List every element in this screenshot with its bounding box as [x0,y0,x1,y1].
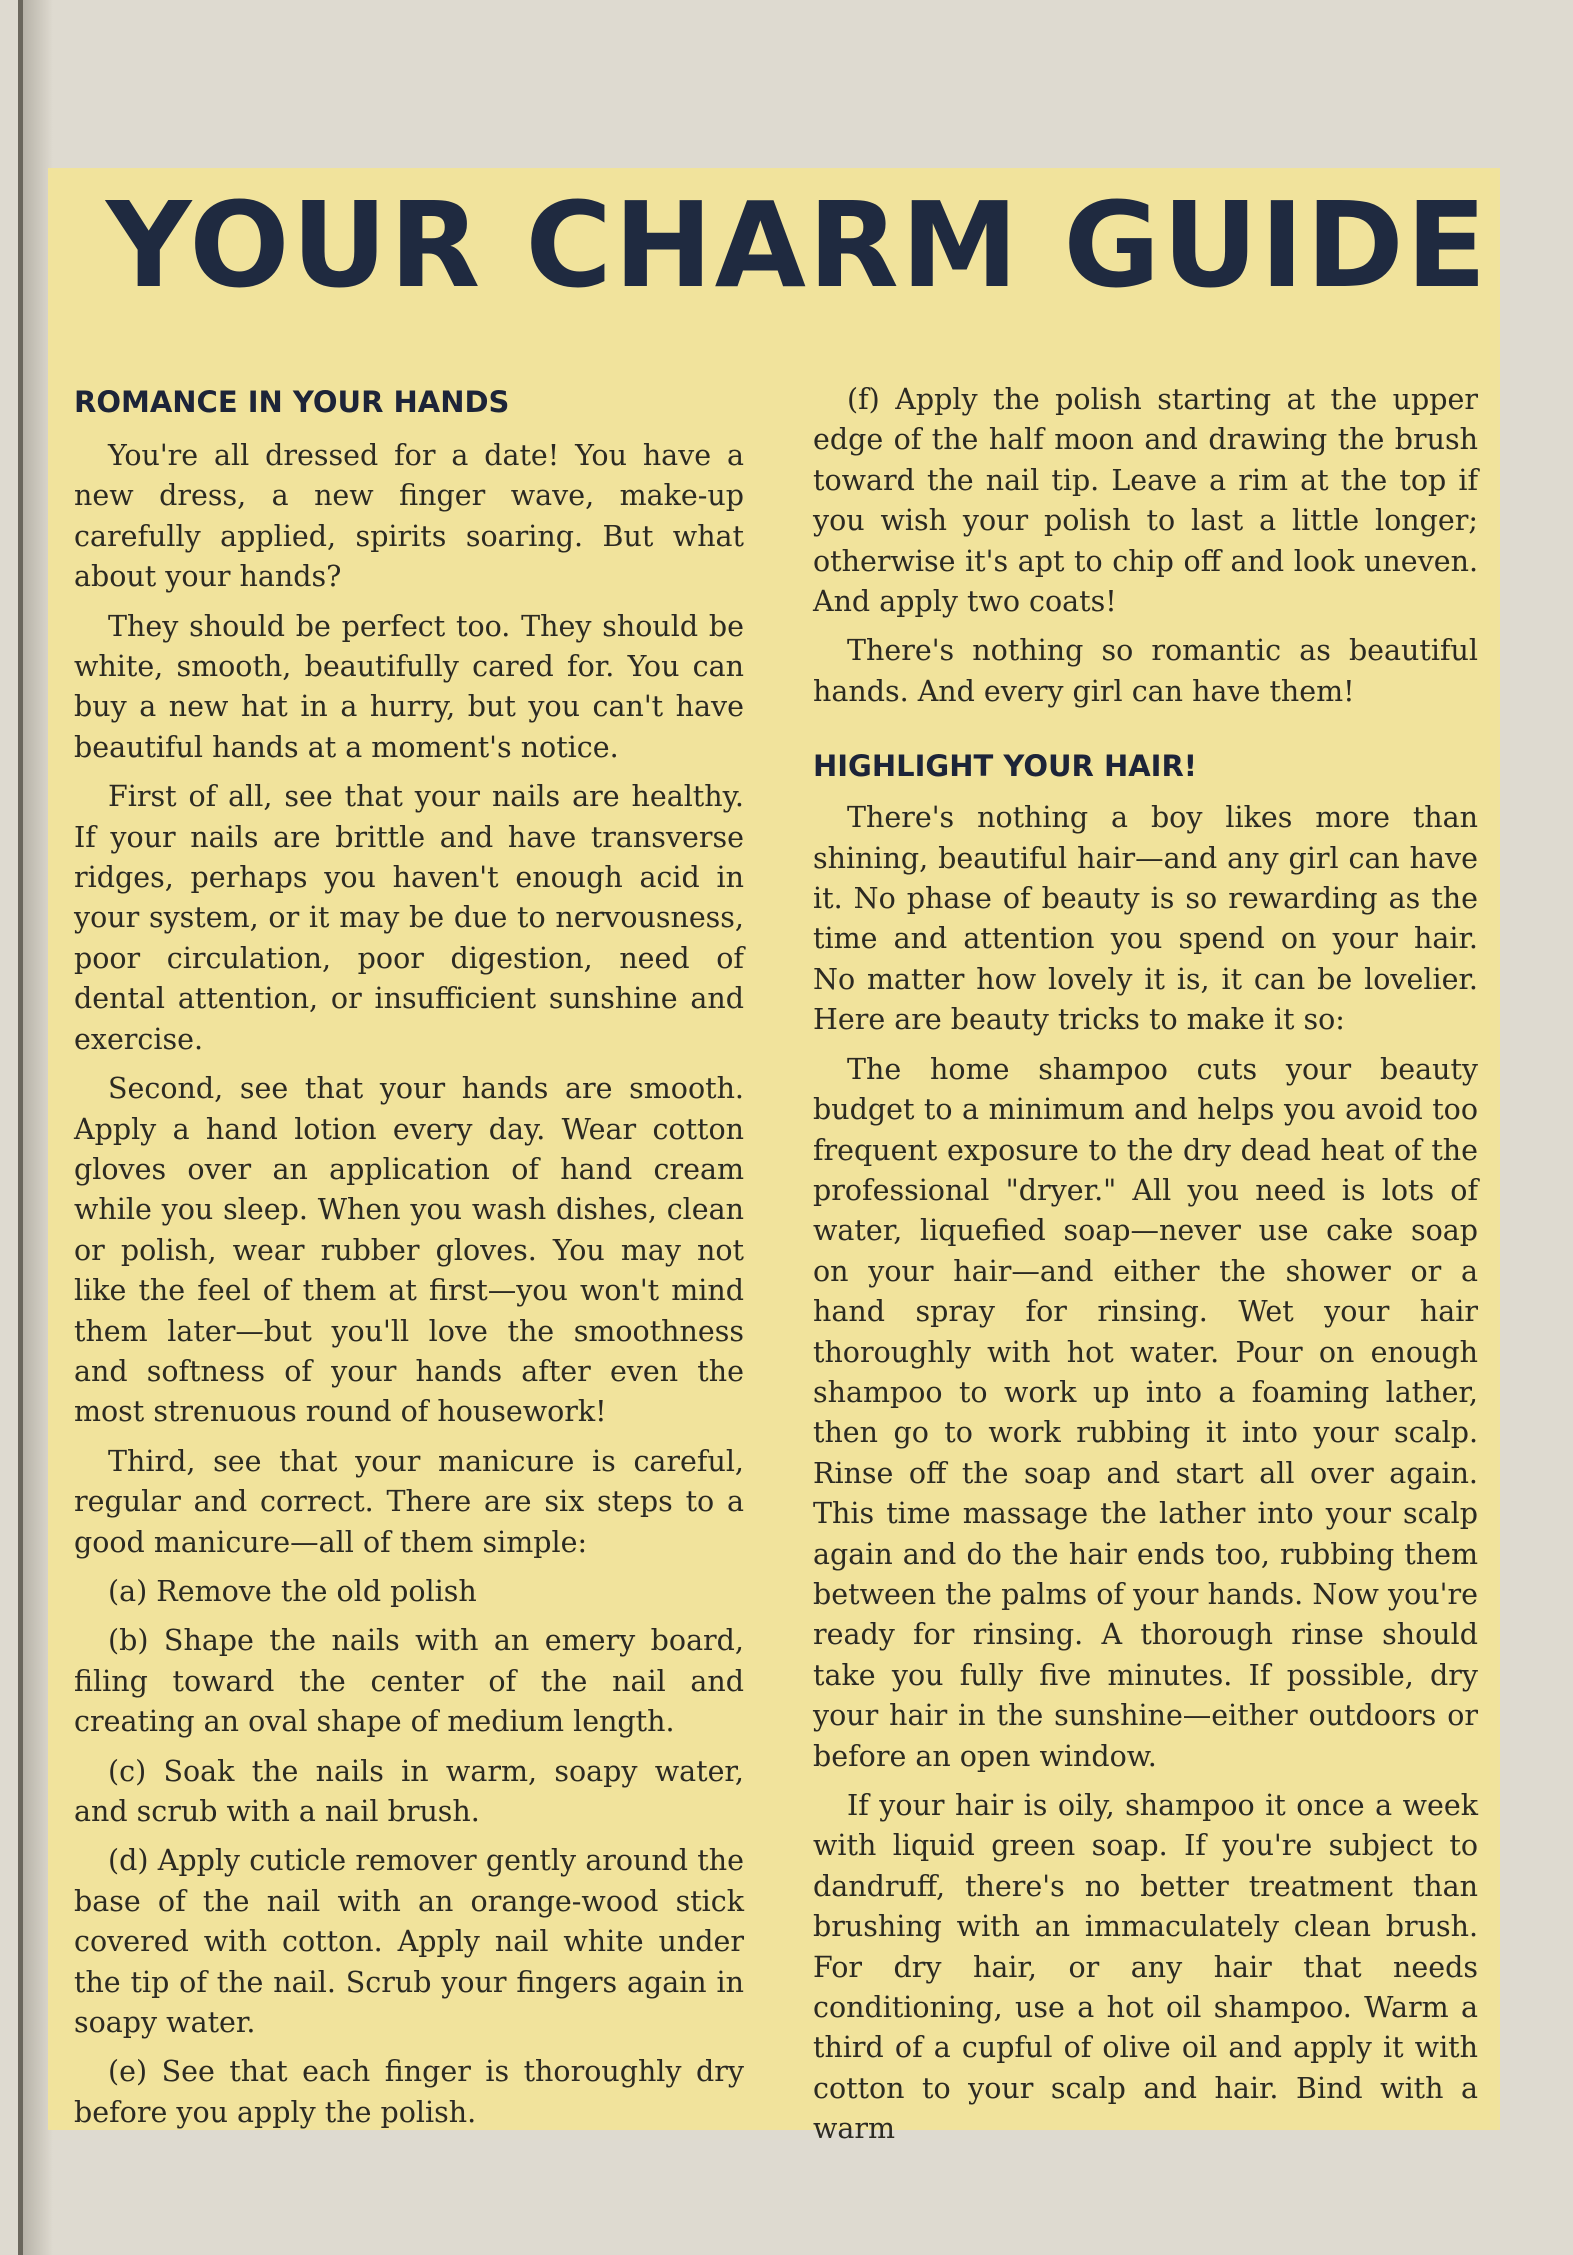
paragraph: If your hair is oily, shampoo it once a week with liquid green soap. If you're subject to dandruff, there's no better treatment than brushing with an immaculately clean brush. For dry hair, or any hair that needs conditioning, use a hot oil shampoo. Warm a third of a cupful of olive oil and apply it with cotton to your scalp and hair. Bind with a warm [813,1789,1478,2146]
manicure-step-d: (d) Apply cuticle remover gently around the base of the nail with an orange-wood stick covered with cotton. Apply nail white under the tip of the nail. Scrub your fingers again in soapy water. [74,1844,744,2040]
paragraph: Second, see that your hands are smooth. Apply a hand lotion every day. Wear cotton gloves over an application of hand cream while you sleep. When you wash dishes, clean or polish, wear rubber gloves. You may not like the feel of them at first—you won't mind them later—but you'll love the smoothness and softness of your hands after even the most strenuous round of housework! [74,1072,744,1429]
paragraph: There's nothing so romantic as beautiful hands. And every girl can have them! [813,634,1478,708]
manicure-step-e: (e) See that each finger is thoroughly dry before you apply the polish. [74,2055,744,2129]
page-title: YOUR CHARM GUIDE [106,176,1489,314]
right-column [813,380,1478,2159]
section-heading-hair: HIGHLIGHT YOUR HAIR! [813,749,1198,784]
paragraph: You're all dressed for a date! You have a new dress, a new finger wave, make-up carefully applied, spirits soaring. But what about your hands? [74,439,744,594]
paragraph: They should be perfect too. They should be white, smooth, beautifully cared for. You can buy a new hat in a hurry, but you can't have beautiful hands at a moment's notice. [74,609,744,764]
manicure-step-b: (b) Shape the nails with an emery board, filing toward the center of the nail and creating an oval shape of medium length. [74,1624,744,1739]
paragraph: The home shampoo cuts your beauty budget to a minimum and helps you avoid too frequent exposure to the dry dead heat of the professional "dryer." All you need is lots of water, liquefied soap—never use cake soap on your hair—and either the shower or a hand spray for rinsing. Wet your hair thoroughly with hot water. Pour on enough shampoo to work up into a foaming lather, then go to work rubbing it into your scalp. Rinse off the soap and start all over again. This time massage the lather into your scalp again and do the hair ends too, rubbing them between the palms of your hands. Now you're ready for rinsing. A thorough rinse should take you fully five minutes. If possible, dry your hair in the sunshine—either outdoors or before an open window. [813,1052,1478,1773]
left-column [74,382,744,2142]
manicure-step-c: (c) Soak the nails in warm, soapy water, and scrub with a nail brush. [74,1754,744,1828]
paragraph: There's nothing a boy likes more than shining, beautiful hair—and any girl can have it. No phase of beauty is so rewarding as the time and attention you spend on your hair. No matter how lovely it is, it can be lovelier. Here are beauty tricks to make it so: [813,801,1478,1037]
paragraph: Third, see that your manicure is careful, regular and correct. There are six steps to a good manicure—all of them simple: [74,1444,744,1559]
article-panel [48,168,1500,2146]
manicure-step-a: (a) Remove the old polish [108,1574,477,1608]
paragraph: First of all, see that your nails are healthy. If your nails are brittle and have transverse ridges, perhaps you haven't enough acid in your system, or it may be due to nervousness, poor circulation, poor digestion, need of dental attention, or insufficient sunshine and exercise. [74,780,744,1056]
section-heading-romance: ROMANCE IN YOUR HANDS [74,385,510,419]
manicure-step-f: (f) Apply the polish starting at the upper edge of the half moon and drawing the brush toward the nail tip. Leave a rim at the top if you wish your polish to last a little longer; otherwise it's apt to chip off and look uneven. And apply two coats! [813,383,1478,619]
